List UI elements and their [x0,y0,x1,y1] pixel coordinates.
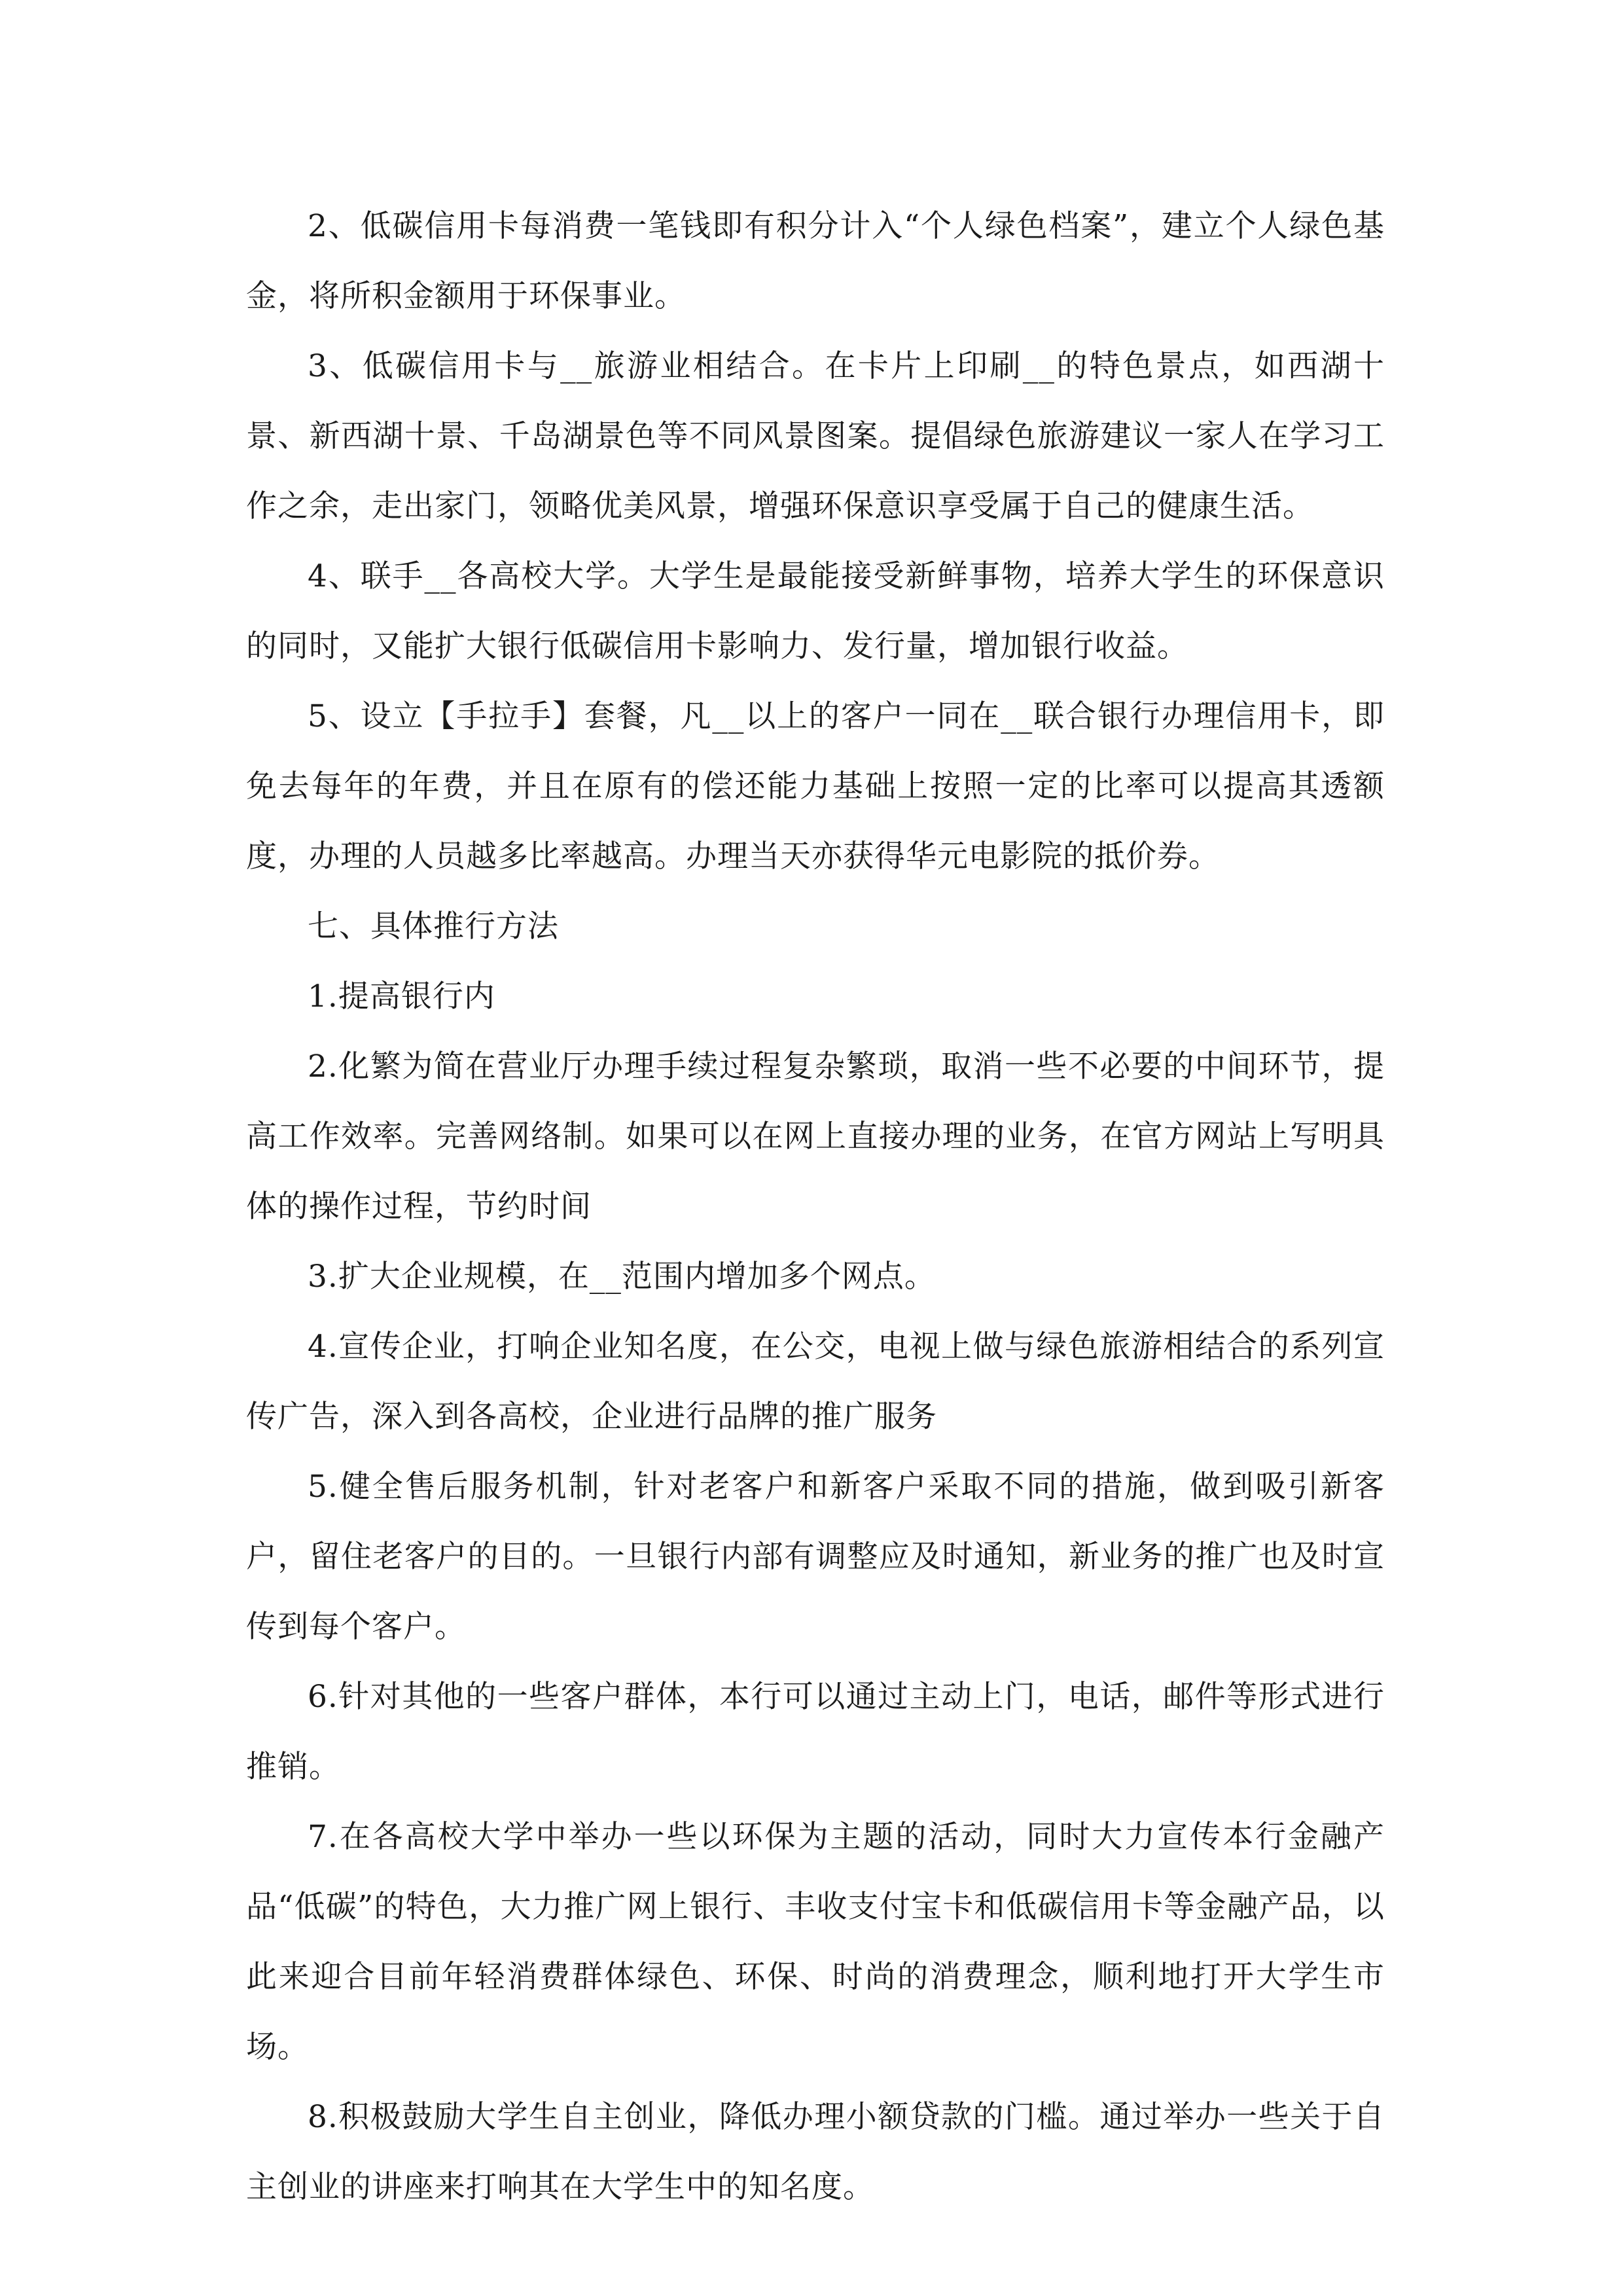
method-item-6: 6.针对其他的一些客户群体，本行可以通过主动上门，电话，邮件等形式进行推销。 [246,1679,1385,1785]
document-body [246,191,1385,2222]
paragraph-item-4-universities: 4、联手__各高校大学。大学生是最能接受新鲜事物，培养大学生的环保意识的同时，又能扩大银行低碳信用卡影响力、发行量，增加银行收益。 [246,558,1385,664]
paragraph-item-3-tourism: 3、低碳信用卡与__旅游业相结合。在卡片上印刷__的特色景点，如西湖十景、新西湖十景、千岛湖景色等不同风景图案。提倡绿色旅游建议一家人在学习工作之余，走出家门，领略优美风景，增强环保意识享受属于自己的健康生活。 [246,348,1385,524]
method-item-1: 1.提高银行内 [308,978,495,1014]
method-item-7: 7.在各高校大学中举办一些以环保为主题的活动，同时大力宣传本行金融产品“低碳”的特色，大力推广网上银行、丰收支付宝卡和低碳信用卡等金融产品，以此来迎合目前年轻消费群体绿色、环保、时尚的消费理念，顺利地打开大学生市场。 [246,1819,1385,2065]
method-item-2: 2.化繁为简在营业厅办理手续过程复杂繁琐，取消一些不必要的中间环节，提高工作效率。完善网络制。如果可以在网上直接办理的业务，在官方网站上写明具体的操作过程，节约时间 [246,1049,1385,1225]
method-item-5: 5.健全售后服务机制，针对老客户和新客户采取不同的措施，做到吸引新客户，留住老客户的目的。一旦银行内部有调整应及时通知，新业务的推广也及时宣传到每个客户。 [246,1469,1385,1645]
section-heading-implementation: 七、具体推行方法 [308,908,559,944]
paragraph-item-2-green-archive: 2、低碳信用卡每消费一笔钱即有积分计入“个人绿色档案”，建立个人绿色基金，将所积金额用于环保事业。 [246,208,1385,314]
method-item-8: 8.积极鼓励大学生自主创业，降低办理小额贷款的门槛。通过举办一些关于自主创业的讲座来打响其在大学生中的知名度。 [246,2099,1385,2205]
method-item-4: 4.宣传企业，打响企业知名度，在公交，电视上做与绿色旅游相结合的系列宣传广告，深入到各高校，企业进行品牌的推广服务 [246,1329,1385,1435]
paragraph-item-5-hand-in-hand: 5、设立【手拉手】套餐，凡__以上的客户一同在__联合银行办理信用卡，即免去每年的年费，并且在原有的偿还能力基础上按照一定的比率可以提高其透额度，办理的人员越多比率越高。办理当天亦获得华元电影院的抵价券。 [246,698,1385,874]
method-item-3: 3.扩大企业规模，在__范围内增加多个网点。 [308,1259,936,1295]
